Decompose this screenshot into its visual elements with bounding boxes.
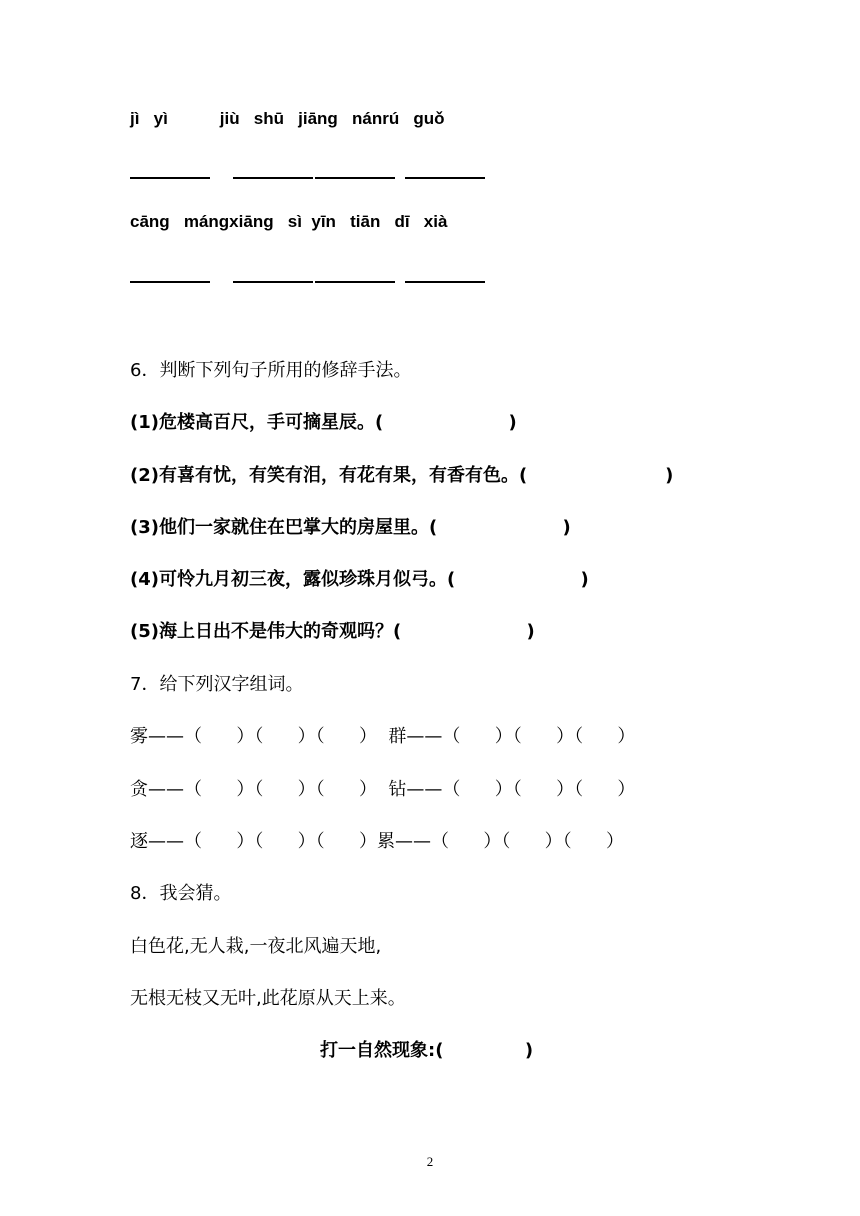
question-6-item-2: (2)有喜有忧，有笑有泪，有花有果，有香有色。( ) — [130, 465, 674, 486]
pinyin-row-2: cāng mángxiāng sì yīn tiān dī xià — [130, 212, 448, 231]
question-7-row-1: 雾——（ ）（ ）（ ） 群——（ ）（ ）（ ） — [130, 726, 636, 747]
question-6-item-1: (1)危楼高百尺，手可摘星辰。( ) — [130, 412, 517, 433]
answer-blank[interactable] — [405, 281, 485, 283]
question-7-row-2: 贪——（ ）（ ）（ ） 钻——（ ）（ ）（ ） — [130, 779, 636, 800]
riddle-line-2: 无根无枝又无叶,此花原从天上来。 — [130, 988, 406, 1009]
answer-blank[interactable] — [130, 177, 210, 179]
question-6-item-3: (3)他们一家就住在巴掌大的房屋里。( ) — [130, 517, 571, 538]
pinyin-row-1: jì yì jiù shū jiāng nánrú guǒ — [130, 109, 445, 128]
question-6-item-5: (5)海上日出不是伟大的奇观吗？( ) — [130, 621, 535, 642]
question-6-item-4: (4)可怜九月初三夜，露似珍珠月似弓。( ) — [130, 569, 589, 590]
question-7-title: 7．给下列汉字组词。 — [130, 674, 304, 695]
answer-blank[interactable] — [233, 177, 313, 179]
answer-blank[interactable] — [130, 281, 210, 283]
riddle-answer-prompt: 打一自然现象:( ) — [320, 1040, 534, 1061]
question-6-title: 6．判断下列句子所用的修辞手法。 — [130, 360, 412, 381]
question-7-row-3: 逐——（ ）（ ）（ ）累——（ ）（ ）（ ） — [130, 831, 624, 852]
answer-blank[interactable] — [315, 177, 395, 179]
answer-blank[interactable] — [405, 177, 485, 179]
answer-blank[interactable] — [315, 281, 395, 283]
riddle-line-1: 白色花,无人栽,一夜北风遍天地, — [130, 936, 382, 957]
question-8-title: 8．我会猜。 — [130, 883, 232, 904]
page-number: 2 — [426, 1154, 434, 1169]
answer-blank[interactable] — [233, 281, 313, 283]
